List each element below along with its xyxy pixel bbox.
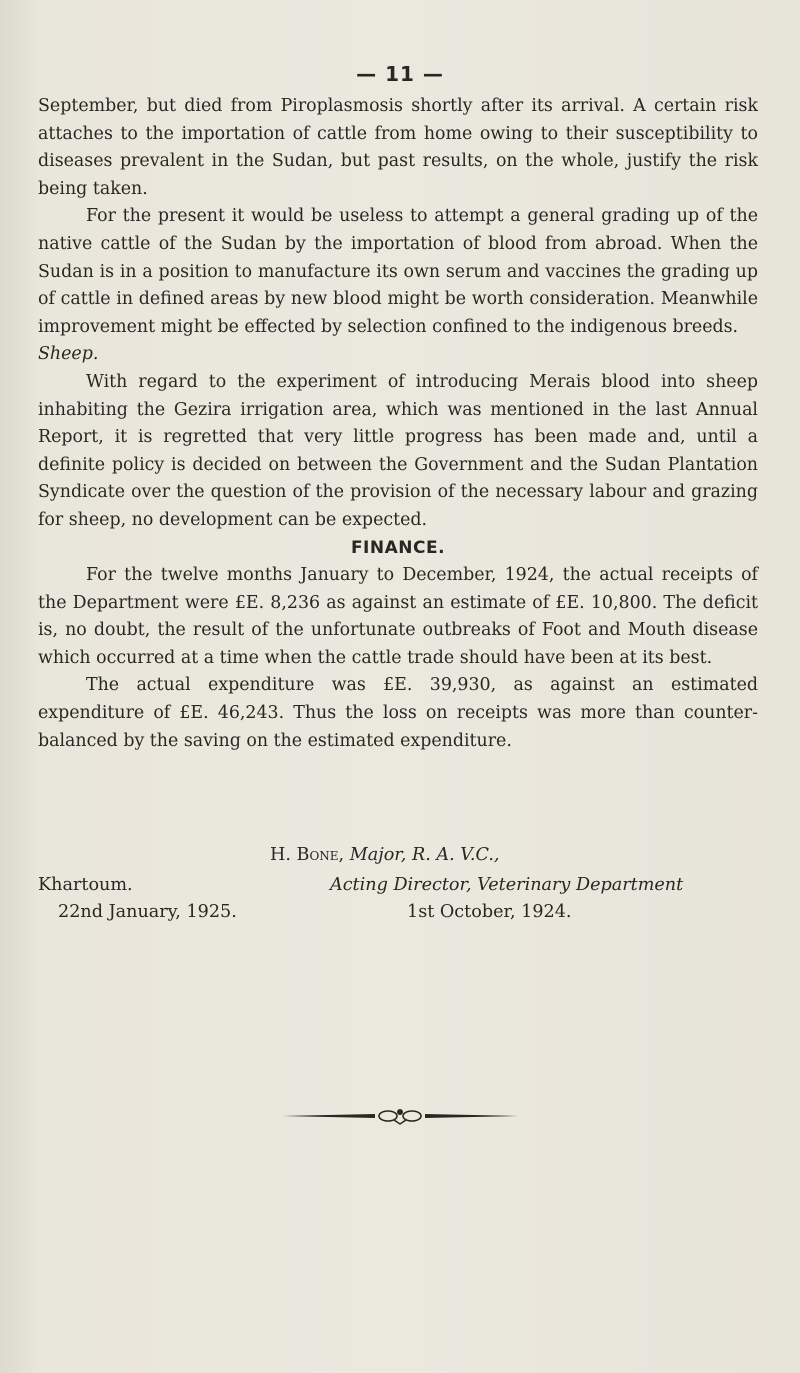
ornament-divider-icon (280, 1107, 520, 1125)
paragraph-cattle-import: September, but died from Piroplasmosis shortly after its arrival. A certain risk attaches to the importation of cattle from home owing to their susceptibility to diseases prevalent in the Sudan, but past results, on the whole, justify the risk being taken. (38, 96, 758, 199)
signature-date-received: 22nd January, 1925. (58, 902, 237, 922)
signature-line (270, 842, 500, 869)
signature-date-signed: 1st October, 1924. (407, 902, 572, 922)
signature-rank: Major, R. A. V.C., (349, 845, 500, 865)
paragraph-grading: For the present it would be useless to attempt a general grading up of the native cattle of the Sudan by the importation of blood from abroad. When the Sudan is in a position to manufacture its own serum and vaccines the grading up of cattle in defined areas by new blood might be worth consideration. Meanwhile improvement might be effected by selection confined to the indigenous breeds. (38, 206, 758, 337)
signature-title: Acting Director, Veterinary Department (330, 875, 684, 895)
paragraph-expenditure: The actual expenditure was £E. 39,930, as against an estimated expenditure of £E. 46,243. Thus the loss on receipts was more than counter-balanced by the saving on the estimated expenditure. (38, 675, 758, 751)
signature-place: Khartoum. (38, 875, 133, 895)
signature-name: H. Bone, (270, 845, 345, 865)
heading-sheep: Sheep. (38, 344, 99, 365)
body-text (38, 93, 758, 755)
paragraph-sheep: With regard to the experiment of introducing Merais blood into sheep inhabiting the Gezira irrigation area, which was mentioned in the last Annual Report, it is regretted that very little progress has been made and, until a definite policy is decided on between the Government and the Sudan Plantation Syndicate over the question of the provision of the necessary labour and grazing for sheep, no development can be expected. (38, 371, 758, 530)
page-number: — 11 — (356, 62, 444, 86)
paragraph-receipts: For the twelve months January to December, 1924, the actual receipts of the Department were £E. 8,236 as against an estimate of £E. 10,800. The deficit is, no doubt, the result of the unfortunate outbreaks of Foot and Mouth disease which occurred at a time when the cattle trade should have been at its best. (38, 565, 758, 668)
heading-finance: FINANCE. (350, 537, 446, 558)
